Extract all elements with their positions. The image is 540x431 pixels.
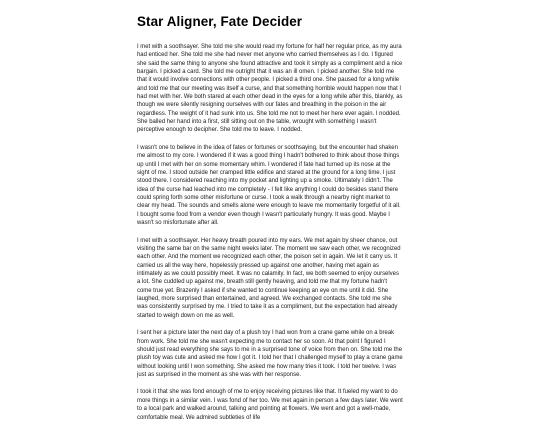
paragraph-1: I met with a soothsayer. She told me she would read my fortune for half her regular price, as my aura had enticed her. She told me she had never met anyone who carried themselves as I do. I figured she said the same thing to anyone she found attractive and took it simply as a compliment and a nice bargain. I picked a card. She told me outright that it was an ill omen. I picked another. She told me that it would involve connections with other people. I picked a third one. She paused for a long while and told me that our meeting was itself a curse, and that something horrible would happen now that I had met with her. We both stared at each other dead in the eyes for a long while after this, blankly, as though we were silently resigning ourselves with our fates and breathing in the poison in the air regardless. The weight of it had sunk into us. She told me not to meet her here ever again. I nodded. She balled her hand into a first, still sitting out on the table, wrought with something I wasn't perceptive enough to decipher. She told me to leave. I nodded. bbox=[137, 44, 403, 134]
paragraph-4: I sent her a picture later the next day of a plush toy I had won from a crane game while on a break from work. She told me she wasn't expecting me to contact her so soon. At that point I figured I should just read everything she says to me in a surprised tone of voice from then on. She told me the plush toy was cute and asked me how I got it. I told her that I challenged myself to play a crane game without looking until I won something. She asked me how many tries it took. I told her twelve. I was just as surprised in the moment as she was with her response. bbox=[137, 330, 403, 378]
article bbox=[137, 14, 403, 431]
paragraph-5: I took it that she was fond enough of me to enjoy receiving pictures like that. It fueled my want to do more things in a similar vein. I was fond of her too. We met again in person a few days later. We went to a local park and walked around, talking and pointing at flowers. We went and got a well-made, comfortable meal. We admired subtleties of life bbox=[137, 389, 403, 421]
paragraph-3: I met with a soothsayer. Her heavy breath poured into my ears. We met again by sheer chance, out visiting the same bar on the same night weeks later. The moment we saw each other, we recognized each other. And the moment we recognized each other, the poison set in again. We let it carry us. It carried us all the way here, hopelessly pressed up against one another, having met again as intimately as we could possibly meet. It was no calamity. In fact, we both seemed to enjoy ourselves a lot. She cuddled up against me, breath still gently heaving, and told me that my fortune hadn't come true yet. Brazenly I asked if she wanted to continue keeping an eye on me until it did. She laughed, more surprised than entertained, and agreed. We exchanged contacts. She told me she was consistently surprised by me. I tried to take it as a compliment, but the expectation had already started to weigh down on me as well. bbox=[137, 237, 401, 319]
paragraph-2: I wasn't one to believe in the idea of fates or fortunes or soothsaying, but the encounter had shaken me almost to my core. I wondered if it was a good thing I hadn't bothered to think about those things up until I met with her on some momentary whim. I wondered if fate had turned up its nose at the sight of me. I stood outside her cramped little edifice and stared at the ground for a long time. I just stood there. I considered reaching into my pocket and lighting up a smoke. Ultimately I didn't. The idea of the curse had leached into me completely - I felt like anything I could do besides stand there could spring forth some other misfortune or curse. I took a walk through a nearby night market to clear my head. The sounds and smells alone were enough to leave me momentarily forgetful of it all. I bought some food from a vendor even though I wasn't particularly hungry. It was good. Maybe I wasn't so misfortunate after all. bbox=[137, 144, 401, 227]
article-title: Star Aligner, Fate Decider bbox=[137, 14, 303, 29]
